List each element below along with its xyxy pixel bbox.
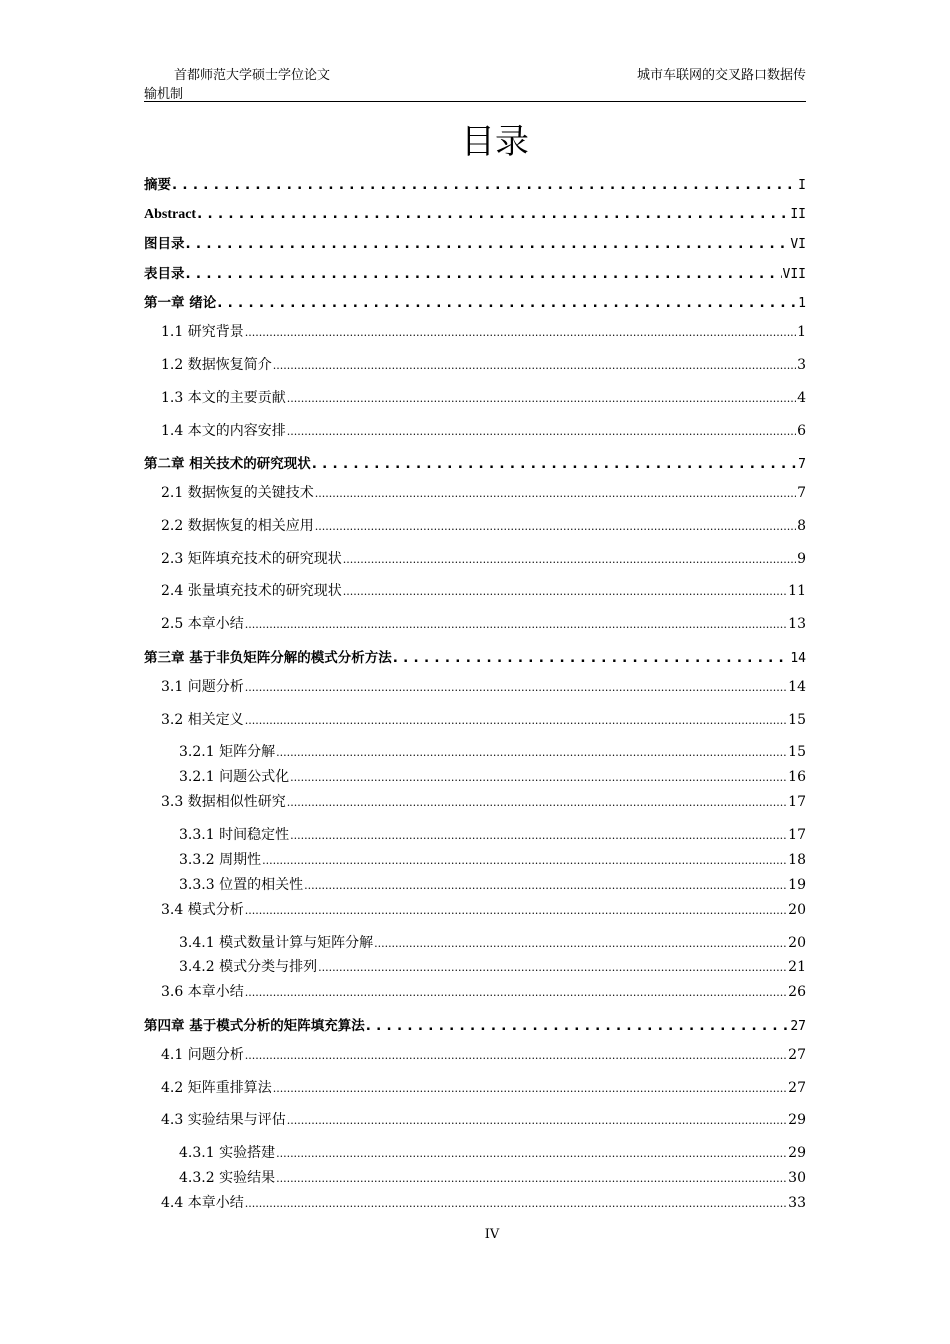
toc-dot-leader (315, 483, 796, 504)
toc-dot-leader (245, 677, 787, 698)
toc-entry-label: 3.4.2 模式分类与排列 (179, 959, 318, 975)
toc-section-entry[interactable] (161, 614, 806, 634)
toc-entry-page-number: 14 (790, 651, 806, 666)
toc-dot-leader (343, 549, 796, 570)
toc-dot-leader (290, 825, 787, 846)
toc-entry-page-number: 15 (788, 712, 806, 728)
toc-entry-label: 2.5 本章小结 (161, 616, 244, 632)
toc-entry-page-number: 21 (788, 959, 806, 975)
toc-dot-leader (245, 1193, 787, 1214)
toc-section-entry[interactable] (161, 677, 806, 697)
header-thesis-title: 城市车联网的交叉路口数据传 (636, 68, 806, 83)
toc-subsection-entry[interactable] (179, 1168, 806, 1188)
toc-entry-page-number: 8 (797, 518, 806, 534)
toc-entry-label: 3.3.3 位置的相关性 (179, 877, 304, 893)
toc-entry-label: 2.2 数据恢复的相关应用 (161, 518, 314, 534)
toc-dot-leader (290, 767, 787, 788)
toc-entry-page-number: 20 (788, 902, 806, 918)
toc-entry-page-number: 13 (788, 616, 806, 632)
toc-entry-label: 4.2 矩阵重排算法 (161, 1080, 272, 1096)
toc-entry-label: 3.4.1 模式数量计算与矩阵分解 (179, 935, 374, 951)
toc-entry-label: 4.4 本章小结 (161, 1195, 244, 1211)
toc-entry-page-number: 3 (797, 357, 806, 373)
toc-entry-page-number: 15 (788, 744, 806, 760)
toc-entry-page-number: 27 (788, 1080, 806, 1096)
toc-dot-leader (374, 933, 787, 954)
toc-chapter-entry[interactable] (144, 454, 806, 474)
toc-entry-label: 图目录 (144, 236, 185, 252)
toc-dot-leader (312, 454, 797, 474)
toc-dot-leader (245, 1045, 787, 1066)
toc-section-entry[interactable] (161, 516, 806, 536)
toc-dot-leader (262, 850, 787, 871)
toc-entry-page-number: 9 (797, 551, 806, 567)
toc-entry-label: 第一章 绪论 (144, 295, 217, 311)
toc-subsection-entry[interactable] (179, 957, 806, 977)
toc-dot-leader (287, 792, 787, 813)
toc-entry-page-number: 7 (798, 457, 806, 472)
toc-entry-label: 1.1 研究背景 (161, 324, 244, 340)
toc-entry-label: 第四章 基于模式分析的矩阵填充算法 (144, 1018, 365, 1034)
toc-entry-page-number: II (790, 207, 806, 222)
toc-entry-label: 2.1 数据恢复的关键技术 (161, 485, 314, 501)
toc-dot-leader (276, 1143, 787, 1164)
toc-entry-label: Abstract (144, 207, 197, 222)
toc-entry-page-number: 11 (788, 583, 806, 599)
toc-dot-leader (186, 264, 782, 284)
toc-entry-page-number: 6 (797, 423, 806, 439)
toc-dot-leader (245, 710, 787, 731)
toc-chapter-entry[interactable] (144, 1016, 806, 1036)
toc-section-entry[interactable] (161, 388, 806, 408)
toc-section-entry[interactable] (161, 483, 806, 503)
toc-entry-label: 3.2 相关定义 (161, 712, 244, 728)
toc-subsection-entry[interactable] (179, 825, 806, 845)
toc-entry-label: 4.3 实验结果与评估 (161, 1112, 286, 1128)
toc-entry-label: 摘要 (144, 177, 171, 193)
toc-entry-page-number: 7 (797, 485, 806, 501)
toc-dot-leader (172, 175, 797, 195)
header-divider (144, 101, 806, 102)
toc-entry-label: 1.3 本文的主要贡献 (161, 390, 286, 406)
toc-entry-page-number: 1 (797, 324, 806, 340)
toc-entry-page-number: 4 (797, 390, 806, 406)
toc-dot-leader (287, 1110, 787, 1131)
toc-entry-page-number: 1 (798, 296, 806, 311)
toc-entry-page-number: 19 (788, 877, 806, 893)
toc-dot-leader (186, 234, 790, 254)
toc-entry-page-number: 29 (788, 1145, 806, 1161)
toc-entry-page-number: VI (790, 237, 806, 252)
toc-subsection-entry[interactable] (179, 933, 806, 953)
toc-entry-label: 4.3.2 实验结果 (179, 1170, 276, 1186)
toc-entry-page-number: 27 (790, 1019, 806, 1034)
toc-dot-leader (287, 388, 796, 409)
toc-entry-label: 3.2.1 问题公式化 (179, 769, 290, 785)
toc-dot-leader (366, 1016, 790, 1036)
toc-subsection-entry[interactable] (179, 767, 806, 787)
page-title: 目录 (461, 122, 529, 162)
toc-entry-label: 第二章 相关技术的研究现状 (144, 456, 311, 472)
header-university-title: 首都师范大学硕士学位论文 (174, 68, 331, 83)
toc-dot-leader (393, 648, 790, 668)
toc-section-entry[interactable] (161, 1110, 806, 1130)
toc-entry-label: 4.3.1 实验搭建 (179, 1145, 276, 1161)
toc-section-entry[interactable] (161, 710, 806, 730)
toc-entry-page-number: 29 (788, 1112, 806, 1128)
toc-section-entry[interactable] (161, 581, 806, 601)
toc-entry-label: 4.1 问题分析 (161, 1047, 244, 1063)
toc-entry-page-number: 14 (788, 679, 806, 695)
toc-dot-leader (276, 742, 787, 763)
toc-entry-page-number: VII (782, 267, 806, 282)
toc-entry-page-number: I (798, 178, 806, 193)
toc-entry-label: 3.6 本章小结 (161, 984, 244, 1000)
toc-subsection-entry[interactable] (179, 850, 806, 870)
toc-dot-leader (318, 957, 787, 978)
page-number: IV (484, 1227, 500, 1242)
toc-section-entry[interactable] (161, 549, 806, 569)
toc-entry-label: 3.3.1 时间稳定性 (179, 827, 290, 843)
toc-entry-page-number: 27 (788, 1047, 806, 1063)
toc-section-entry[interactable] (161, 355, 806, 375)
toc-section-entry[interactable] (161, 1045, 806, 1065)
toc-dot-leader (343, 581, 787, 602)
toc-dot-leader (276, 1168, 787, 1189)
toc-entry-label: 3.3.2 周期性 (179, 852, 262, 868)
toc-dot-leader (197, 204, 789, 224)
toc-chapter-entry[interactable] (144, 204, 806, 224)
toc-chapter-entry[interactable] (144, 648, 806, 668)
toc-chapter-entry[interactable] (144, 234, 806, 254)
toc-section-entry[interactable] (161, 900, 806, 920)
toc-entry-label: 2.4 张量填充技术的研究现状 (161, 583, 342, 599)
header-thesis-title-continued: 输机制 (144, 87, 184, 102)
toc-section-entry[interactable] (161, 1078, 806, 1098)
toc-dot-leader (217, 293, 797, 313)
toc-subsection-entry[interactable] (179, 1143, 806, 1163)
toc-dot-leader (245, 982, 787, 1003)
toc-dot-leader (273, 355, 796, 376)
toc-section-entry[interactable] (161, 792, 806, 812)
toc-section-entry[interactable] (161, 982, 806, 1002)
toc-entry-page-number: 33 (788, 1195, 806, 1211)
toc-chapter-entry[interactable] (144, 293, 806, 313)
toc-dot-leader (273, 1078, 787, 1099)
toc-entry-label: 表目录 (144, 266, 185, 282)
toc-subsection-entry[interactable] (179, 742, 806, 762)
toc-entry-page-number: 17 (788, 827, 806, 843)
toc-chapter-entry[interactable] (144, 264, 806, 284)
toc-entry-page-number: 20 (788, 935, 806, 951)
toc-entry-label: 第三章 基于非负矩阵分解的模式分析方法 (144, 650, 392, 666)
toc-entry-label: 1.4 本文的内容安排 (161, 423, 286, 439)
toc-dot-leader (245, 900, 787, 921)
toc-dot-leader (245, 322, 796, 343)
toc-entry-page-number: 16 (788, 769, 806, 785)
toc-entry-label: 3.1 问题分析 (161, 679, 244, 695)
toc-dot-leader (315, 516, 796, 537)
toc-entry-label: 3.2.1 矩阵分解 (179, 744, 276, 760)
toc-entry-label: 3.4 模式分析 (161, 902, 244, 918)
toc-dot-leader (245, 614, 787, 635)
toc-entry-label: 2.3 矩阵填充技术的研究现状 (161, 551, 342, 567)
toc-entry-label: 3.3 数据相似性研究 (161, 794, 286, 810)
toc-entry-page-number: 26 (788, 984, 806, 1000)
toc-section-entry[interactable] (161, 322, 806, 342)
toc-entry-page-number: 18 (788, 852, 806, 868)
toc-section-entry[interactable] (161, 421, 806, 441)
toc-entry-label: 1.2 数据恢复简介 (161, 357, 272, 373)
toc-entry-page-number: 17 (788, 794, 806, 810)
toc-section-entry[interactable] (161, 1193, 806, 1213)
toc-subsection-entry[interactable] (179, 875, 806, 895)
toc-chapter-entry[interactable] (144, 175, 806, 195)
toc-entry-page-number: 30 (788, 1170, 806, 1186)
toc-dot-leader (287, 421, 796, 442)
toc-dot-leader (304, 875, 787, 896)
